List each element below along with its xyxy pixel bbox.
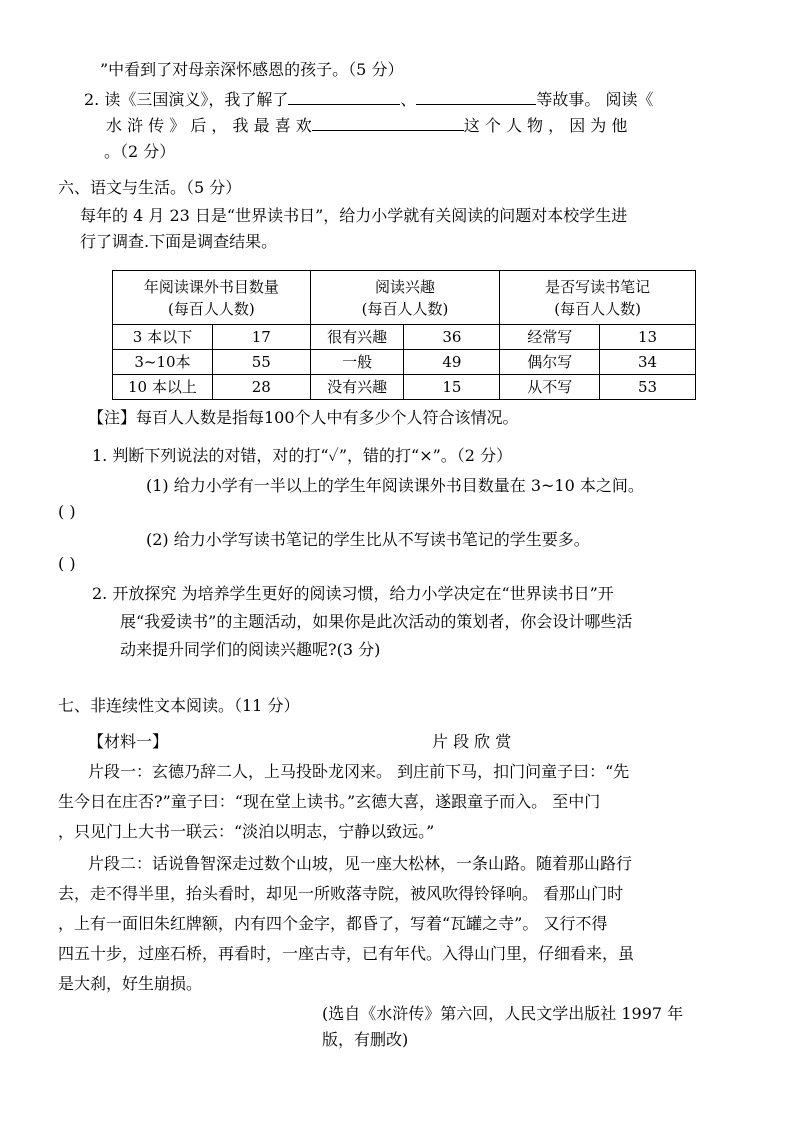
source-citation-1: (选自《水浒传》第六回，人民文学出版社 1997 年 [322, 1004, 684, 1023]
table-cell: 10 本以上 [113, 375, 213, 400]
q2-text-e: 这 个 人 物 ， 因 为 他 [463, 116, 628, 135]
q2-text-b: 、 [400, 90, 417, 109]
source-citation-2: 版，有删改) [322, 1030, 409, 1049]
material-1-label: 【材料一】 [88, 732, 169, 751]
table-cell: 经常写 [500, 325, 600, 350]
q2-text-d: 水 浒 传 》 后 ， 我 最 喜 欢 [106, 116, 312, 135]
passage-2-line-2: 去，走不得半里，抬头看时，却见一所败落寺院，被风吹得铃铎响。 看那山门时 [58, 884, 624, 903]
table-cell: 17 [212, 325, 310, 350]
question-1-item-2: (2) 给力小学写读书笔记的学生比从不写读书笔记的学生要多。 [146, 530, 590, 549]
q2-text-a: 2. 读《三国演义》，我了解了 [84, 90, 289, 109]
header-interest: 阅读兴趣 (每百人人数) [310, 271, 500, 325]
table-cell: 很有兴趣 [310, 325, 404, 350]
table-cell: 34 [600, 350, 696, 375]
table-cell: 偶尔写 [500, 350, 600, 375]
table-cell: 53 [600, 375, 696, 400]
table-cell: 13 [600, 325, 696, 350]
table-cell: 49 [404, 350, 500, 375]
line-continuation: ”中看到了对母亲深怀感恩的孩子。（5 分） [100, 60, 404, 79]
section-6-intro-1: 每年的 4 月 23 日是“世界读书日”，给力小学就有关阅读的问题对本校学生进 [80, 206, 628, 225]
table-cell: 36 [404, 325, 500, 350]
passage-2-line-1: 片段二：话说鲁智深走过数个山坡，见一座大松林，一条山路。随着那山路行 [88, 854, 633, 873]
material-1-title: 片 段 欣 赏 [432, 732, 512, 751]
question-2-line-1: 2. 开放探究 为培养学生更好的阅读习惯，给力小学决定在“世界读书日”开 [92, 584, 614, 603]
passage-1-line-1: 片段一：玄德乃辞二人，上马投卧龙冈来。 到庄前下马，扣门问童子曰：“先 [88, 762, 630, 781]
fill-question-2-line3: 。（2 分） [104, 142, 176, 161]
table-cell: 28 [212, 375, 310, 400]
table-row [113, 350, 696, 375]
header-notes: 是否写读书笔记 (每百人人数) [500, 271, 696, 325]
table-cell: 一般 [310, 350, 404, 375]
answer-blank-1[interactable] [288, 90, 400, 105]
table-row [113, 375, 696, 400]
question-2-line-2: 展“我爱读书”的主题活动，如果你是此次活动的策划者，你会设计哪些活 [120, 612, 633, 631]
answer-paren-2[interactable]: ( ) [58, 554, 76, 573]
header-book-count: 年阅读课外书目数量 (每百人人数) [113, 271, 311, 325]
table-cell: 从不写 [500, 375, 600, 400]
passage-1-line-2: 生今日在庄否?”童子曰：“现在堂上读书。”玄德大喜，遂跟童子而入。 至中门 [58, 792, 601, 811]
table-note: 【注】每百人人数是指每100个人中有多少个人符合该情况。 [88, 408, 519, 427]
section-6-title: 六、语文与生活。（5 分） [58, 178, 242, 197]
section-6-intro-2: 行了调查.下面是调查结果。 [80, 232, 278, 251]
q2-text-c: 等故事。 阅读《 [536, 90, 654, 109]
question-2-line-3: 动来提升同学们的阅读兴趣呢?(3 分) [120, 640, 381, 659]
passage-1-line-3: ，只见门上大书一联云：“淡泊以明志，宁静以致远。” [58, 822, 435, 841]
table-cell: 3~10本 [113, 350, 213, 375]
table-row [113, 325, 696, 350]
table-cell: 55 [212, 350, 310, 375]
answer-paren-1[interactable]: ( ) [58, 502, 76, 521]
survey-table [112, 270, 696, 400]
passage-2-line-3: ，上有一面旧朱红牌额，内有四个金字，都昏了，写着“瓦罐之寺”。 又行不得 [58, 914, 608, 933]
table-cell: 3 本以下 [113, 325, 213, 350]
table-header-row [113, 271, 696, 325]
passage-2-line-5: 是大刹，好生崩损。 [58, 974, 203, 993]
section-7-title: 七、非连续性文本阅读。（11 分） [58, 696, 300, 715]
answer-blank-3[interactable] [312, 116, 464, 131]
table-cell: 15 [404, 375, 500, 400]
question-1: 1. 判断下列说法的对错，对的打“✓”，错的打“×”。（2 分） [92, 446, 513, 465]
question-1-item-1: (1) 给力小学有一半以上的学生年阅读课外书目数量在 3~10 本之间。 [146, 476, 644, 495]
table-cell: 没有兴趣 [310, 375, 404, 400]
answer-blank-2[interactable] [416, 90, 536, 105]
fill-question-2-line2 [106, 116, 627, 136]
fill-question-2 [84, 90, 653, 110]
passage-2-line-4: 四五十步，过座石桥，再看时，一座古寺，已有年代。入得山门里，仔细看来，虽 [58, 944, 635, 963]
